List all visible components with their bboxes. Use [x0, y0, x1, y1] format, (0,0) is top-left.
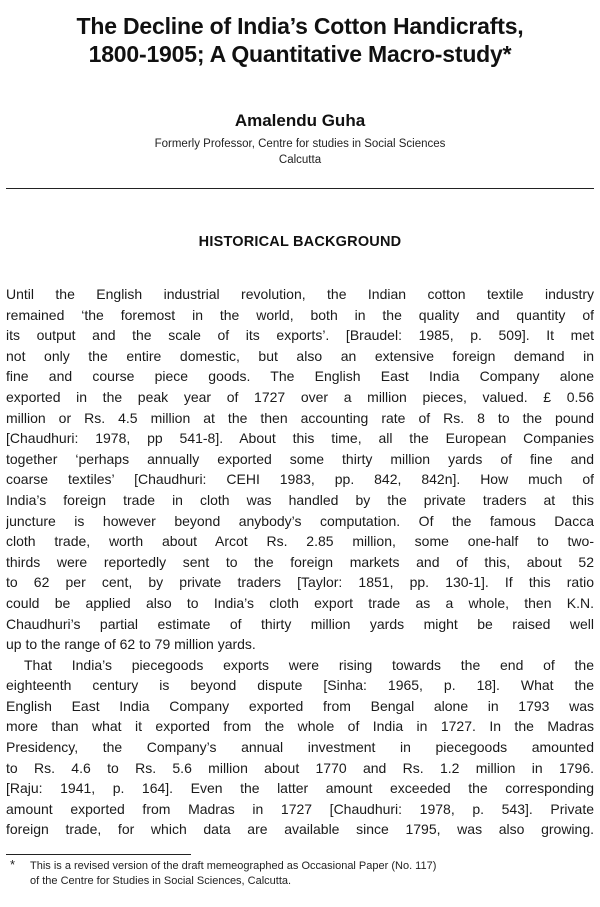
title-line-2: 1800-1905; A Quantitative Macro-study*: [88, 41, 512, 67]
author-name: Amalendu Guha: [234, 111, 366, 130]
title-line-1: The Decline of India’s Cotton Handicrafts,: [76, 13, 524, 39]
body-line: exported in the peak year of 1727 over a million pieces, valued. £ 0.56: [6, 388, 594, 405]
body-line: thirds were reportedly sent to the foreign markets and of this, about 52: [6, 553, 594, 570]
affiliation-line-1: Formerly Professor, Centre for studies in Social Sciences: [154, 138, 446, 150]
body-line: Until the English industrial revolution, the Indian cotton textile industry: [6, 286, 594, 302]
body-line: [Raju: 1941, p. 164]. Even the latter amount exceeded the corresponding: [6, 780, 594, 797]
body-line: India’s foreign trade in cloth was handled by the private traders at this: [6, 491, 594, 508]
header-divider: [6, 188, 594, 189]
section-heading: HISTORICAL BACKGROUND: [198, 234, 402, 250]
body-line: fine and course piece goods. The English East India Company alone: [6, 368, 594, 385]
body-line: together ‘perhaps annually exported some thirty million yards of fine and: [6, 450, 594, 467]
body-line: not only the entire domestic, but also an extensive foreign demand in: [6, 347, 594, 364]
footnote-line-2: of the Centre for Studies in Social Sciences, Calcutta.: [30, 875, 292, 887]
footnote-line-1: [10, 859, 580, 874]
body-line: That India’s piecegoods exports were rising towards the end of the: [24, 656, 594, 673]
paper-title: [14, 12, 586, 68]
body-line: could be applied also to India’s cloth export trade as a whole, then K.N.: [6, 594, 594, 611]
body-line: Presidency, the Company’s annual investment in piecegoods amounted: [6, 739, 594, 756]
body-line: its output and the scale of its exports’. [Braudel: 1985, p. 509]. It met: [6, 327, 594, 344]
author-affiliation: [0, 136, 600, 168]
footnote: [10, 859, 580, 889]
body-line: remained ‘the foremost in the world, both in the quality and quantity of: [6, 306, 594, 323]
affiliation-line-2: Calcutta: [278, 154, 322, 166]
body-line: up to the range of 62 to 79 million yards.: [6, 636, 256, 653]
body-line: English East India Company exported from Bengal alone in 1793 was: [6, 697, 594, 714]
body-line: juncture is however beyond anybody’s computation. Of the famous Dacca: [6, 512, 594, 529]
body-line: million or Rs. 4.5 million at the then accounting rate of Rs. 8 to the pound: [6, 409, 594, 426]
body-line: eighteenth century is beyond dispute [Sinha: 1965, p. 18]. What the: [6, 677, 594, 694]
body-line: coarse textiles’ [Chaudhuri: CEHI 1983, pp. 842, 842n]. How much of: [6, 471, 594, 488]
body-line: to Rs. 4.6 to Rs. 5.6 million about 1770 and Rs. 1.2 million in 1796.: [6, 759, 594, 776]
body-line: [Chaudhuri: 1978, pp 541-8]. About this time, all the European Companies: [6, 430, 594, 447]
body-line: Chaudhuri’s partial estimate of thirty million yards might be raised well: [6, 615, 594, 632]
footnote-text-1: This is a revised version of the draft memeographed as Occasional Paper (No. 117): [30, 860, 437, 872]
body-line: to 62 per cent, by private traders [Taylor: 1851, pp. 130-1]. If this ratio: [6, 574, 594, 591]
body-line: cloth trade, worth about Arcot Rs. 2.85 million, some one-half to two-: [6, 533, 594, 550]
body-text: [6, 284, 594, 840]
body-line: more than what it exported from the whole of India in 1727. In the Madras: [6, 718, 594, 735]
footnote-divider: [6, 854, 191, 855]
body-line: foreign trade, for which data are available since 1795, was also growing.: [6, 821, 594, 838]
body-line: amount exported from Madras in 1727 [Chaudhuri: 1978, p. 543]. Private: [6, 800, 594, 817]
footnote-marker: *: [10, 857, 16, 872]
